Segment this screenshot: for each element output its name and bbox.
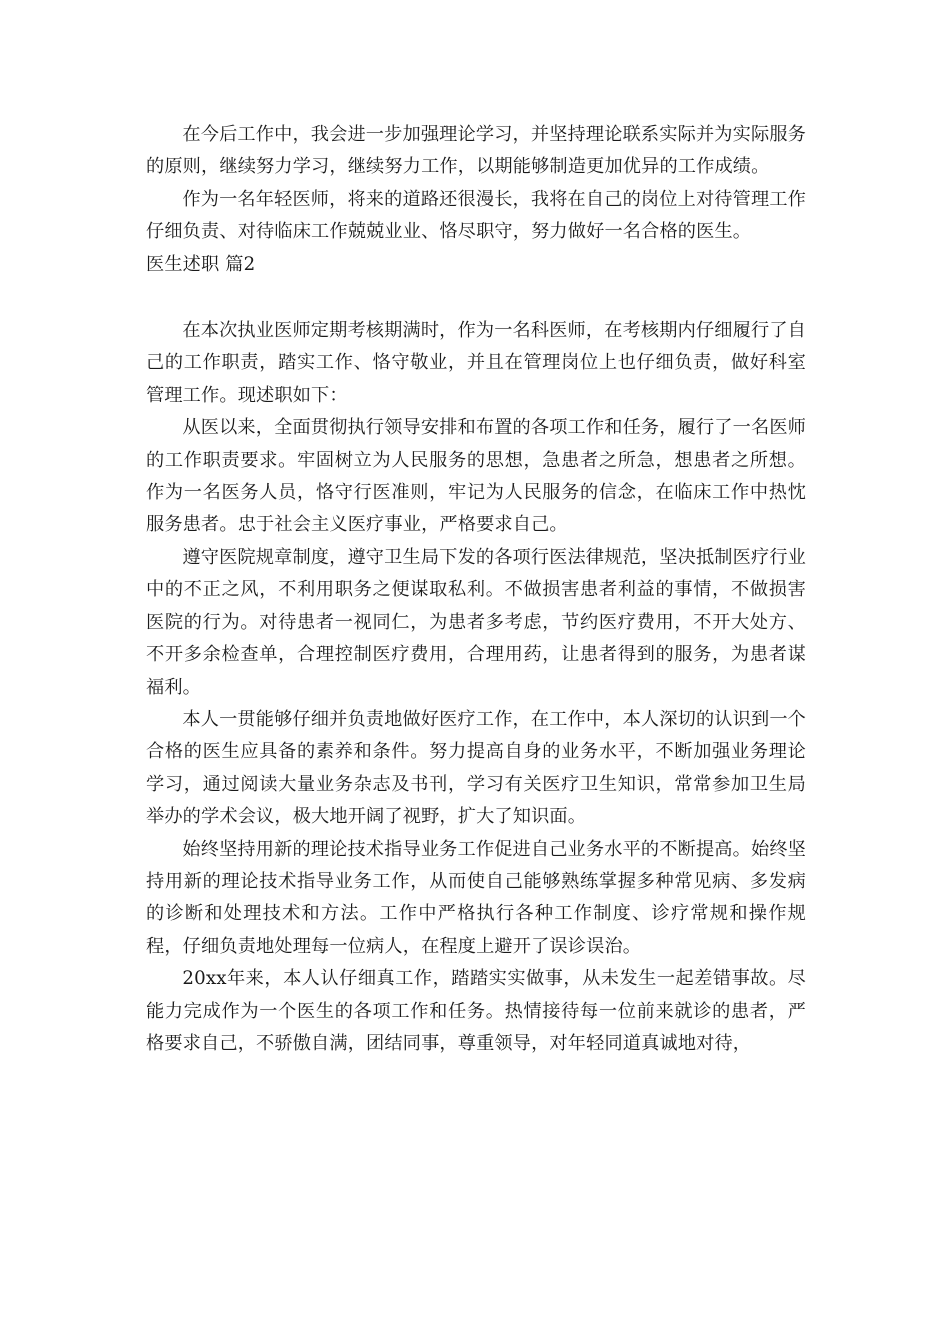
paragraph: 20xx年来，本人认仔细真工作，踏踏实实做事，从未发生一起差错事故。尽能力完成作为一个医生的各项工作和任务。热情接待每一位前来就诊的患者，严格要求自己，不骄傲自满，团结同事，尊重领导，对年轻同道真诚地对待， (146, 968, 806, 1054)
paragraph: 始终坚持用新的理论技术指导业务工作促进自己业务水平的不断提高。始终坚持用新的理论技术指导业务工作，从而使自己能够熟练掌握多种常见病、多发病的诊断和处理技术和方法。工作中严格执行各种工作制度、诊疗常规和操作规程，仔细负责地处理每一位病人，在程度上避开了误诊误治。 (146, 838, 806, 957)
paragraph: 本人一贯能够仔细并负责地做好医疗工作，在工作中，本人深切的认识到一个合格的医生应具备的素养和条件。努力提高自身的业务水平，不断加强业务理论学习，通过阅读大量业务杂志及书刊，学习有关医疗卫生知识，常常参加卫生局举办的学术会议，极大地开阔了视野，扩大了知识面。 (146, 708, 806, 828)
paragraph: 作为一名年轻医师，将来的道路还很漫长，我将在自己的岗位上对待管理工作仔细负责、对待临床工作兢兢业业、恪尽职守，努力做好一名合格的医生。 (146, 188, 806, 243)
section-heading: 医生述职 篇2 (146, 253, 256, 275)
paragraph: 遵守医院规章制度，遵守卫生局下发的各项行医法律规范，坚决抵制医疗行业中的不正之风，不利用职务之便谋取私利。不做损害患者利益的事情，不做损害医院的行为。对待患者一视同仁，为患者多考虑，节约医疗费用，不开大处方、不开多余检查单，合理控制医疗费用，合理用药，让患者得到的服务，为患者谋福利。 (146, 546, 806, 698)
paragraph: 在本次执业医师定期考核期满时，作为一名科医师，在考核期内仔细履行了自己的工作职责，踏实工作、恪守敬业，并且在管理岗位上也仔细负责，做好科室管理工作。现述职如下： (146, 320, 806, 406)
document-page (146, 119, 806, 1060)
heading-spacer (146, 281, 806, 315)
paragraph: 在今后工作中，我会进一步加强理论学习，并坚持理论联系实际并为实际服务的原则，继续努力学习，继续努力工作，以期能够制造更加优异的工作成绩。 (146, 124, 806, 178)
paragraph: 从医以来，全面贯彻执行领导安排和布置的各项工作和任务，履行了一名医师的工作职责要求。牢固树立为人民服务的思想，急患者之所急，想患者之所想。作为一名医务人员，恪守行医准则，牢记为人民服务的信念，在临床工作中热忱服务患者。忠于社会主义医疗事业，严格要求自己。 (146, 417, 806, 536)
